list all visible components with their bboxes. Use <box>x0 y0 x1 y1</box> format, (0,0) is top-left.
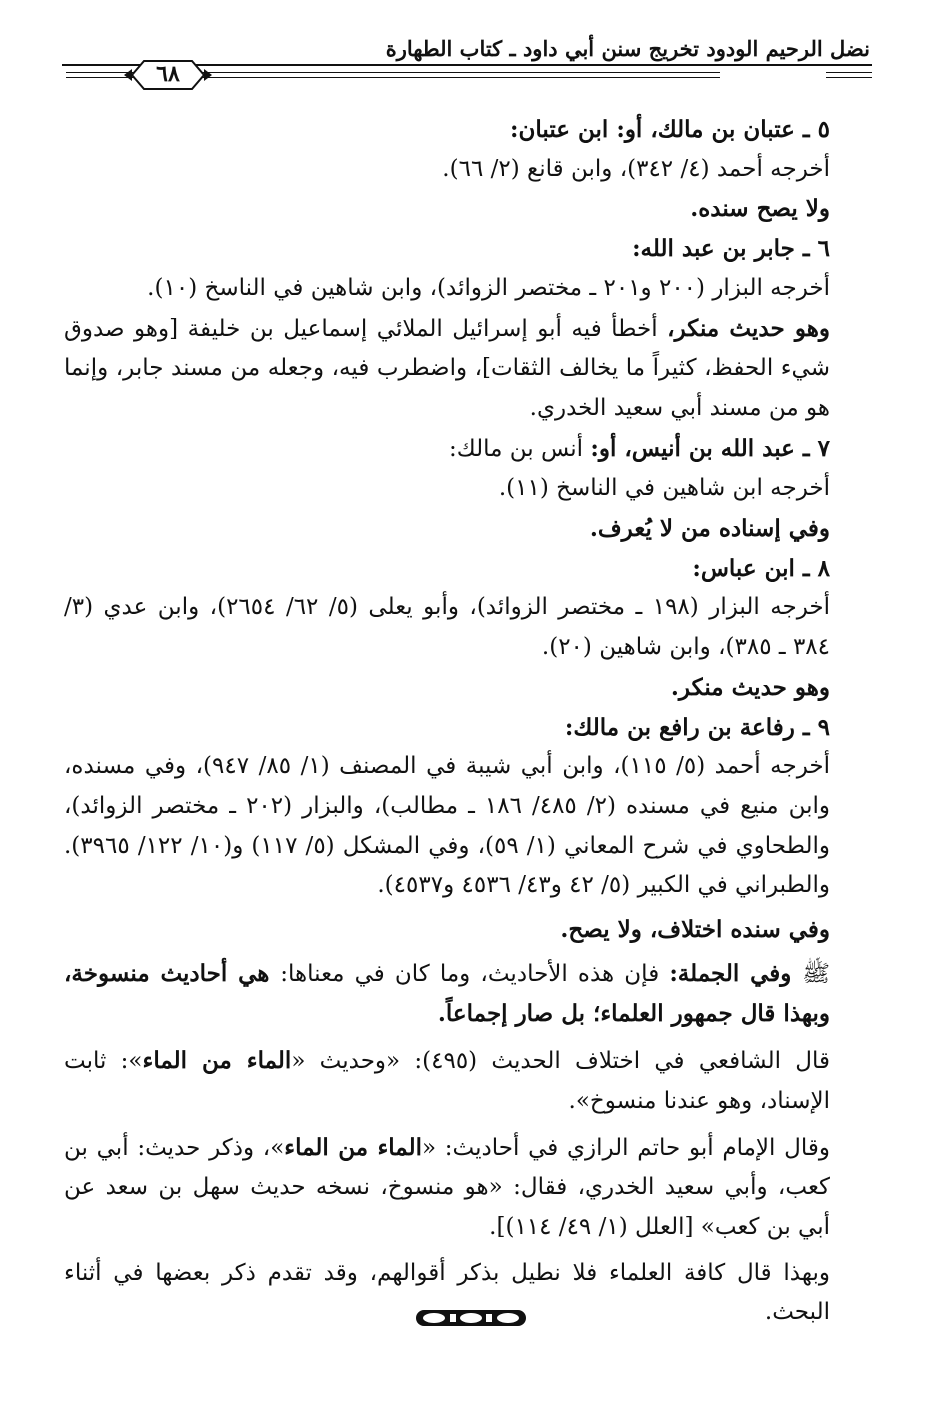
header-double-rule-right-2 <box>826 77 872 78</box>
heading-lead: ٧ ـ عبد الله بن أنيس، أو: <box>590 434 830 462</box>
paragraph-body: أخطأ فيه أبو إسرائيل الملائي إسماعيل بن خليفة [وهو صدوق شيء الحفظ، كثيراً ما يخالف الثقات]، واضطرب فيه، وجعله من مسند جابر، وإنما هو من مسند أبي سعيد الخدري. <box>64 315 830 421</box>
quote-part: وقال الإمام أبو حاتم الرازي في أحاديث: « <box>421 1134 830 1161</box>
paragraph: وفي إسناده من لا يُعرف. <box>589 515 830 543</box>
section-heading: ٥ ـ عتبان بن مالك، أو: ابن عتبان: <box>510 116 830 143</box>
quote-hadith-title: الماء من الماء <box>284 1133 422 1161</box>
quote-hadith-title: الماء من الماء <box>142 1047 292 1075</box>
page-number: ٦٨ <box>156 61 180 87</box>
honorific-mark: ﷺ <box>802 960 830 987</box>
paragraph-body: فإن هذه الأحاديث، وما كان في معناها: <box>280 960 670 987</box>
paragraph: أخرجه البزار (٢٠٠ و٢٠١ ـ مختصر الزوائد)، وابن شاهين في الناسخ (١٠). <box>147 274 830 301</box>
quote-part: »: ثابت الإسناد، وهو عندنا منسوخ». <box>64 1048 830 1114</box>
paragraph <box>64 1041 870 1121</box>
header-double-rule-right <box>826 72 872 73</box>
paragraph: وهو حديث منكر. <box>670 673 830 701</box>
running-head: نضل الرحيم الودود تخريج سنن أبي داود ـ كتاب الطهارة <box>385 36 870 61</box>
paragraph <box>64 309 870 429</box>
paragraph: ولا يصح سنده. <box>690 195 830 223</box>
end-ornament-icon <box>416 1308 526 1328</box>
page-number-badge <box>122 56 214 94</box>
main-text <box>64 110 870 1333</box>
section-heading: ٨ ـ ابن عباس: <box>692 554 830 582</box>
quote-part: قال الشافعي في اختلاف الحديث (٤٩٥): «وحديث « <box>291 1048 830 1075</box>
section-heading <box>64 429 870 470</box>
paragraph: أخرجه أحمد (٤/ ٣٤٢)، وابن قانع (٢/ ٦٦). <box>442 155 830 182</box>
paragraph <box>64 1128 870 1248</box>
quote-part: »، وذكر حديث: أبي بن كعب، وأبي سعيد الخدري، فقال: «هو منسوخ، نسخه حديث سهل بن سعد عن أبي بن كعب» [العلل (١/ ٤٩/ ١١٤)]. <box>64 1134 830 1240</box>
paragraph: وفي سنده اختلاف، ولا يصح. <box>560 916 830 944</box>
paragraph: أخرجه أحمد (٥/ ١١٥)، وابن أبي شيبة في المصنف (١/ ٨٥/ ٩٤٧)، وفي مسنده، وابن منيع في مسنده (٢/ ٤٨٥/ ١٨٦ ـ مطالب)، والبزار (٢٠٢ ـ مختصر الزوائد)، والطحاوي في شرح المعاني (١/ ٥٩)، وفي المشكل (٥/ ١١٧) و(١٠/ ١٢٢/ ٣٩٦٥). والطبراني في الكبير (٥/ ٤٢ و٤٣/ ٤٥٣٦ و٤٥٣٧). <box>64 753 831 899</box>
paragraph <box>64 954 870 1035</box>
paragraph-lead: وفي الجملة: <box>669 959 803 987</box>
paragraph: أخرجه ابن شاهين في الناسخ (١١). <box>498 475 830 502</box>
paragraph: وبهذا قال كافة العلماء فلا نطيل بذكر أقوالهم، وقد تقدم ذكر بعضها في أثناء البحث. <box>64 1259 830 1326</box>
paragraph-emphasis: هي أحاديث منسوخة، وبهذا قال جمهور العلماء؛ بل صار إجماعاً. <box>64 959 830 1028</box>
heading-rest: أنس بن مالك: <box>448 435 591 462</box>
section-heading: ٦ ـ جابر بن عبد الله: <box>632 235 830 263</box>
paragraph: أخرجه البزار (١٩٨ ـ مختصر الزوائد)، وأبو يعلى (٥/ ٦٢/ ٢٦٥٤)، وابن عدي (٣/ ٣٨٤ ـ ٣٨٥)، وابن شاهين (٢٠). <box>64 594 831 661</box>
section-heading: ٩ ـ رفاعة بن رافع بن مالك: <box>564 713 830 741</box>
paragraph-lead: وهو حديث منكر، <box>667 314 830 342</box>
